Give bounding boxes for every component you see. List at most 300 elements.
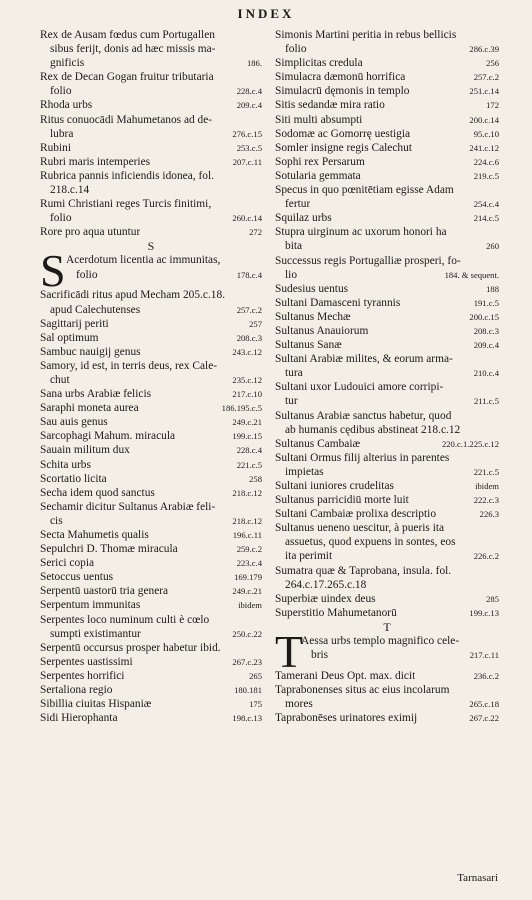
entry-text: sumpti existimantur xyxy=(50,627,141,640)
page-reference: 221.c.5 xyxy=(473,466,499,477)
drop-cap-body xyxy=(66,253,262,288)
entry-text: Secta Mahumetis qualis xyxy=(40,529,149,541)
entry-line xyxy=(275,578,499,592)
page-reference: 265.c.18 xyxy=(469,699,499,710)
entry-text: Sultanus Anauiorum xyxy=(275,324,369,337)
index-column-left xyxy=(40,28,262,725)
entry-line xyxy=(40,197,262,211)
index-entry xyxy=(40,141,262,155)
entry-text: 218.c.14 xyxy=(50,184,90,197)
entry-line xyxy=(40,42,262,56)
page-reference: 265 xyxy=(249,670,262,681)
entry-text: fertur xyxy=(285,198,311,211)
entry-text: impietas xyxy=(285,465,324,478)
entry-text: Sophi rex Persarum xyxy=(275,155,365,168)
page-reference: 214.c.5 xyxy=(473,213,499,224)
entry-text: cis xyxy=(50,514,63,527)
entry-text: Siti multi absumpti xyxy=(275,113,363,126)
index-entry xyxy=(40,711,262,725)
entry-line xyxy=(275,42,499,56)
entry-line xyxy=(301,634,499,648)
index-entry xyxy=(275,521,499,563)
entry-line xyxy=(40,711,262,725)
entry-text: Sechamir dicitur Sultanus Arabiæ feli- xyxy=(40,500,216,513)
entry-line xyxy=(40,84,262,98)
index-entry xyxy=(275,169,499,183)
entry-line xyxy=(275,521,499,535)
page-reference: 95.c.10 xyxy=(473,128,499,139)
entry-text: Sultanus Arabiæ sanctus habetur, quod xyxy=(275,409,452,422)
index-entry xyxy=(275,127,499,141)
entry-line xyxy=(275,239,499,253)
entry-text: Samory, id est, in terris deus, rex Cale- xyxy=(40,359,218,372)
entry-line xyxy=(40,683,262,697)
entry-line xyxy=(275,394,499,408)
page-reference: 267.c.23 xyxy=(232,656,262,667)
entry-text: Sitis sedandæ mira ratio xyxy=(275,99,385,112)
entry-line xyxy=(275,127,499,141)
entry-line xyxy=(275,155,499,169)
page-reference: 199.c.13 xyxy=(469,607,499,618)
page-reference: 243.c.12 xyxy=(232,346,262,357)
entry-text: Serici copia xyxy=(40,557,95,570)
index-entry xyxy=(275,507,499,521)
page-reference: 208.c.3 xyxy=(473,325,499,336)
entry-text: chut xyxy=(50,373,70,386)
entry-line xyxy=(275,296,499,310)
index-entry xyxy=(40,542,262,556)
page-reference: 226.3 xyxy=(479,509,499,520)
entry-text: Sultani uxor Ludouici amore corripi- xyxy=(275,381,444,394)
index-entry xyxy=(275,113,499,127)
page-reference: 249.c.21 xyxy=(232,586,262,597)
entry-line xyxy=(40,373,262,387)
page-reference: 210.c.4 xyxy=(473,368,499,379)
index-entry xyxy=(40,28,262,70)
entry-text: Sagittarij periti xyxy=(40,317,109,330)
entry-line xyxy=(275,366,499,380)
page-reference: 276.c.15 xyxy=(232,128,262,139)
index-entry xyxy=(275,324,499,338)
page-reference: 196.c.11 xyxy=(232,530,262,540)
entry-text: Stupra uirginum ac uxorum honori ha xyxy=(275,226,447,239)
entry-text: Sultani Ormus filij alterius in parentes xyxy=(275,451,450,464)
page-reference: 217.c.10 xyxy=(232,389,262,400)
index-entry xyxy=(275,606,499,620)
index-entry xyxy=(40,443,262,457)
index-entry xyxy=(275,451,499,479)
index-entry xyxy=(40,556,262,570)
page-reference: 286.c.39 xyxy=(469,44,499,55)
entry-text: Sultanus parricidiū morte luit xyxy=(275,494,409,507)
entry-text: Rumi Christiani reges Turcis finitimi, xyxy=(40,198,212,211)
entry-line xyxy=(275,437,499,451)
entry-text: Rhoda urbs xyxy=(40,99,93,112)
page-reference: 186.195.c.5 xyxy=(221,403,262,414)
page-reference: 219.c.5 xyxy=(473,170,499,181)
entry-text: assuetus, quod expuens in sontes, eos xyxy=(285,536,456,549)
drop-cap: T xyxy=(275,625,304,677)
entry-line xyxy=(275,380,499,394)
entry-text: Scortatio licita xyxy=(40,472,107,485)
entry-text: Serpentū occursus prosper habetur ibid. xyxy=(40,641,221,654)
entry-text: Tamerani Deus Opt. max. dicit xyxy=(275,669,416,682)
entry-text: Squilaz urbs xyxy=(275,212,332,225)
entry-text: Rubri maris intemperies xyxy=(40,155,151,168)
entry-text: Serpentes uastissimi xyxy=(40,655,133,668)
page-reference: 267.c.22 xyxy=(469,713,499,724)
entry-text: Rex de Ausam fœdus cum Portugallen xyxy=(40,29,215,41)
entry-line xyxy=(40,70,262,84)
entry-line xyxy=(40,28,262,42)
entry-text: Sultanus Sanæ xyxy=(275,339,342,352)
index-entry xyxy=(275,84,499,98)
entry-text: lubra xyxy=(50,127,74,140)
index-entry xyxy=(275,352,499,380)
page-reference: 218.c.12 xyxy=(232,487,262,498)
page-reference: 254.c.4 xyxy=(473,199,499,210)
entry-line xyxy=(275,70,499,84)
entry-text: Sau auis genus xyxy=(40,416,108,429)
entry-line xyxy=(40,598,262,612)
entry-text: Serpentū uastorū tria genera xyxy=(40,585,169,598)
entry-line xyxy=(40,211,262,225)
entry-line xyxy=(40,500,262,514)
entry-line xyxy=(275,711,499,725)
entry-line xyxy=(275,169,499,183)
entry-line xyxy=(40,570,262,584)
entry-line xyxy=(275,225,499,239)
index-entry xyxy=(40,570,262,584)
drop-cap-body xyxy=(301,634,499,669)
entry-text: mores xyxy=(285,698,313,711)
entry-text: Sultanus Cambaiæ xyxy=(275,437,361,450)
entry-line xyxy=(275,465,499,479)
entry-text: bita xyxy=(285,240,303,253)
entry-line xyxy=(40,141,262,155)
entry-line xyxy=(40,528,262,542)
entry-text: Sultani iuniores crudelitas xyxy=(275,480,394,492)
entry-line xyxy=(40,288,262,302)
entry-line xyxy=(275,549,499,563)
index-entry xyxy=(40,598,262,612)
index-entry xyxy=(275,28,499,56)
index-entry xyxy=(40,169,262,197)
catchword: Tarnasari xyxy=(457,872,498,884)
entry-line xyxy=(40,584,262,598)
page-reference: ibidem xyxy=(475,481,499,491)
entry-line xyxy=(40,542,262,556)
entry-text: gnificis xyxy=(50,57,85,70)
entry-line xyxy=(275,56,499,70)
entry-line xyxy=(275,683,499,697)
entry-text: folio xyxy=(285,43,307,56)
page-reference: 199.c.15 xyxy=(232,431,262,442)
entry-text: Acerdotum licentia ac immunitas, xyxy=(66,254,221,267)
page-reference: 186. xyxy=(246,58,262,69)
entry-line xyxy=(275,183,499,197)
entry-text: Sudesius uentus xyxy=(275,282,349,295)
page-reference: 235.c.12 xyxy=(232,374,262,385)
index-entry xyxy=(275,479,499,493)
entry-line xyxy=(275,697,499,711)
entry-text: Rubrica pannis inficiendis idonea, fol. xyxy=(40,169,214,182)
page-reference: 250.c.22 xyxy=(232,628,262,639)
entry-line xyxy=(40,317,262,331)
entry-line xyxy=(40,155,262,169)
page-reference: 209.c.4 xyxy=(473,340,499,351)
index-entry xyxy=(275,282,499,296)
index-entry xyxy=(40,458,262,472)
index-entry xyxy=(40,197,262,225)
page-reference: 178.c.4 xyxy=(236,269,262,280)
entry-text: Simulacra dæmonū horrifica xyxy=(275,71,406,84)
entry-text: tur xyxy=(285,395,298,408)
index-entry xyxy=(40,683,262,697)
entry-line xyxy=(66,268,262,282)
entry-line xyxy=(275,282,499,296)
entry-line xyxy=(275,606,499,620)
entry-text: Serpentum immunitas xyxy=(40,599,141,612)
page-reference: 175 xyxy=(249,699,262,710)
index-entry xyxy=(275,183,499,211)
entry-line xyxy=(275,98,499,112)
page-reference: 260 xyxy=(486,241,499,252)
page-reference: 172 xyxy=(486,100,499,111)
page-reference: 180.181 xyxy=(234,685,262,696)
index-entry xyxy=(40,486,262,500)
index-entry xyxy=(40,288,262,316)
entry-text: Rore pro aqua utuntur xyxy=(40,226,141,239)
index-entry xyxy=(40,225,262,239)
page-reference: 251.c.14 xyxy=(469,86,499,97)
entry-line xyxy=(40,472,262,486)
page-reference: 220.c.1.225.c.12 xyxy=(441,438,499,449)
entry-line xyxy=(40,183,262,197)
entry-text: Sambuc nauigij genus xyxy=(40,345,141,358)
entry-line xyxy=(40,98,262,112)
entry-text: Somler insigne regis Calechut xyxy=(275,141,412,154)
index-entry xyxy=(40,345,262,359)
entry-text: Sacrificādi ritus apud Mecham 205.c.18. xyxy=(40,289,226,302)
page-reference: ibidem xyxy=(238,600,262,611)
entry-line xyxy=(40,514,262,528)
entry-line xyxy=(40,225,262,239)
page-reference: 285 xyxy=(486,593,499,604)
entry-text: apud Calechutenses xyxy=(50,303,141,316)
entry-line xyxy=(275,84,499,98)
index-entry xyxy=(40,472,262,486)
index-entry xyxy=(275,683,499,711)
section-letter: S xyxy=(147,239,155,254)
page-reference: 257.c.2 xyxy=(236,304,262,315)
page-reference: 258 xyxy=(249,473,262,484)
entry-text: Sultanus ueneno uescitur, à pueris ita xyxy=(275,522,445,535)
index-entry xyxy=(275,296,499,310)
entry-line xyxy=(40,627,262,641)
entry-line xyxy=(40,429,262,443)
page-reference: 221.c.5 xyxy=(236,459,262,470)
index-entry xyxy=(40,528,262,542)
entry-line xyxy=(40,458,262,472)
index-entry xyxy=(40,669,262,683)
page-reference: 228.c.4 xyxy=(236,86,262,97)
index-entry xyxy=(40,359,262,387)
entry-line xyxy=(275,338,499,352)
index-entry xyxy=(40,429,262,443)
entry-text: ita perimit xyxy=(285,550,333,563)
entry-line xyxy=(40,127,262,141)
entry-text: Sarcophagi Mahum. miracula xyxy=(40,430,176,443)
entry-text: Sumatra quæ & Taprobana, insula. fol. xyxy=(275,564,452,577)
entry-line xyxy=(40,401,262,415)
entry-text: folio xyxy=(50,212,72,225)
page-reference: 191.c.5 xyxy=(473,297,499,308)
entry-text: Simplicitas credula xyxy=(275,57,363,70)
page-reference: 209.c.4 xyxy=(236,100,262,111)
entry-line xyxy=(275,268,499,282)
entry-line xyxy=(275,28,499,42)
entry-text: lio xyxy=(285,268,298,281)
index-entry xyxy=(40,70,262,98)
entry-line xyxy=(275,423,499,437)
index-entry xyxy=(275,225,499,253)
entry-text: Sal optimum xyxy=(40,331,99,344)
index-entry xyxy=(40,387,262,401)
entry-text: Sana urbs Arabiæ felicis xyxy=(40,388,152,401)
entry-line xyxy=(40,613,262,627)
index-entry xyxy=(275,437,499,451)
entry-text: Sotularia gemmata xyxy=(275,169,361,182)
index-entry xyxy=(275,592,499,606)
entry-line xyxy=(40,359,262,373)
index-entry xyxy=(275,254,499,282)
index-entry xyxy=(275,493,499,507)
entry-text: Setoccus uentus xyxy=(40,571,114,584)
entry-line xyxy=(40,641,262,655)
entry-text: Sodomæ ac Gomorrę uestigia xyxy=(275,127,411,140)
entry-text: 264.c.17.265.c.18 xyxy=(285,578,367,591)
index-entry xyxy=(40,500,262,528)
entry-line xyxy=(40,56,262,70)
entry-line xyxy=(40,415,262,429)
entry-text: Rubini xyxy=(40,141,72,154)
entry-text: Rex de Decan Gogan fruitur tributaria xyxy=(40,71,214,84)
page-reference: 200.c.15 xyxy=(469,311,499,322)
index-entry xyxy=(275,141,499,155)
entry-line xyxy=(40,669,262,683)
entry-line xyxy=(275,507,499,521)
entry-line xyxy=(275,409,499,423)
drop-cap: S xyxy=(40,245,66,297)
entry-line xyxy=(66,253,262,267)
entry-line xyxy=(275,592,499,606)
page-reference: 272 xyxy=(249,227,262,238)
entry-text: folio xyxy=(76,268,98,281)
page-reference: 256 xyxy=(486,58,499,69)
entry-text: Aessa urbs templo magnifico cele- xyxy=(301,634,460,647)
entry-line xyxy=(275,310,499,324)
entry-text: Simonis Martini peritia in rebus bellicis xyxy=(275,29,457,41)
page-reference: 222.c.3 xyxy=(473,495,499,506)
entry-line xyxy=(40,169,262,183)
page-reference: 224.c.6 xyxy=(473,156,499,167)
entry-text: Sauain militum dux xyxy=(40,444,130,457)
entry-text: Ritus conuocādi Mahumetanos ad de- xyxy=(40,113,213,126)
entry-text: Taprabonēses urinatores eximij xyxy=(275,712,418,725)
page-reference: 200.c.14 xyxy=(469,114,499,125)
index-entry xyxy=(40,641,262,655)
entry-text: Successus regis Portugalliæ prosperi, fo- xyxy=(275,254,461,267)
page-reference: 259.c.2 xyxy=(236,544,262,555)
entry-text: Sidi Hierophanta xyxy=(40,712,118,725)
index-entry xyxy=(275,98,499,112)
entry-text: Sibillia ciuitas Hispaniæ xyxy=(40,698,152,711)
entry-text: ab humanis cędibus abstineat 218.c.12 xyxy=(285,423,461,436)
entry-line xyxy=(40,556,262,570)
entry-text: Serpentes horrifici xyxy=(40,669,125,682)
entry-text: folio xyxy=(50,85,72,98)
entry-line xyxy=(40,113,262,127)
entry-text: Sertaliona regio xyxy=(40,684,113,697)
page-reference: 184. & sequent. xyxy=(444,269,499,280)
entry-line xyxy=(301,648,499,662)
index-entry xyxy=(275,564,499,592)
entry-line xyxy=(275,254,499,268)
entry-text: Simulacrū dęmonis in templo xyxy=(275,85,410,98)
entry-text: Sultani Damasceni tyrannis xyxy=(275,296,401,309)
page-reference: 198.c.13 xyxy=(232,713,262,724)
section-letter: T xyxy=(383,619,391,634)
entry-line xyxy=(275,479,499,493)
index-entry xyxy=(40,401,262,415)
page-reference: 241.c.12 xyxy=(469,142,499,153)
running-head: INDEX xyxy=(237,6,295,21)
page-reference: 217.c.11 xyxy=(469,650,499,661)
page-reference: 253.c.5 xyxy=(236,142,262,153)
page-reference: 211.c.5 xyxy=(474,396,499,407)
index-entry xyxy=(275,380,499,408)
entry-line xyxy=(275,535,499,549)
page-reference: 226.c.2 xyxy=(473,551,499,562)
entry-line xyxy=(40,331,262,345)
entry-text: Taprabonenses situs ac eius incolarum xyxy=(275,684,450,697)
index-entry xyxy=(40,331,262,345)
page-reference: 207.c.11 xyxy=(232,156,262,167)
page-reference: 223.c.4 xyxy=(236,558,262,569)
entry-text: Sepulchri D. Thomæ miracula xyxy=(40,543,178,556)
entry-text: Sultani Cambaiæ prolixa descriptio xyxy=(275,508,437,521)
page-reference: 260.c.14 xyxy=(232,213,262,224)
index-entry xyxy=(40,613,262,641)
page-reference: 218.c.12 xyxy=(232,515,262,526)
entry-line xyxy=(40,443,262,457)
page-reference: 236.c.2 xyxy=(473,670,499,681)
entry-text: sibus ferijt, donis ad hæc missis ma- xyxy=(50,43,216,56)
entry-line xyxy=(275,324,499,338)
entry-text: Secha idem quod sanctus xyxy=(40,486,155,499)
index-entry xyxy=(40,317,262,331)
page-reference: 208.c.3 xyxy=(236,332,262,343)
index-entry xyxy=(40,415,262,429)
index-entry xyxy=(275,70,499,84)
entry-line xyxy=(40,387,262,401)
index-entry xyxy=(275,711,499,725)
entry-text: Sultani Arabiæ milites, & eorum arma- xyxy=(275,353,453,366)
index-entry xyxy=(40,655,262,669)
index-entry xyxy=(275,211,499,225)
entry-text: Schita urbs xyxy=(40,458,91,471)
